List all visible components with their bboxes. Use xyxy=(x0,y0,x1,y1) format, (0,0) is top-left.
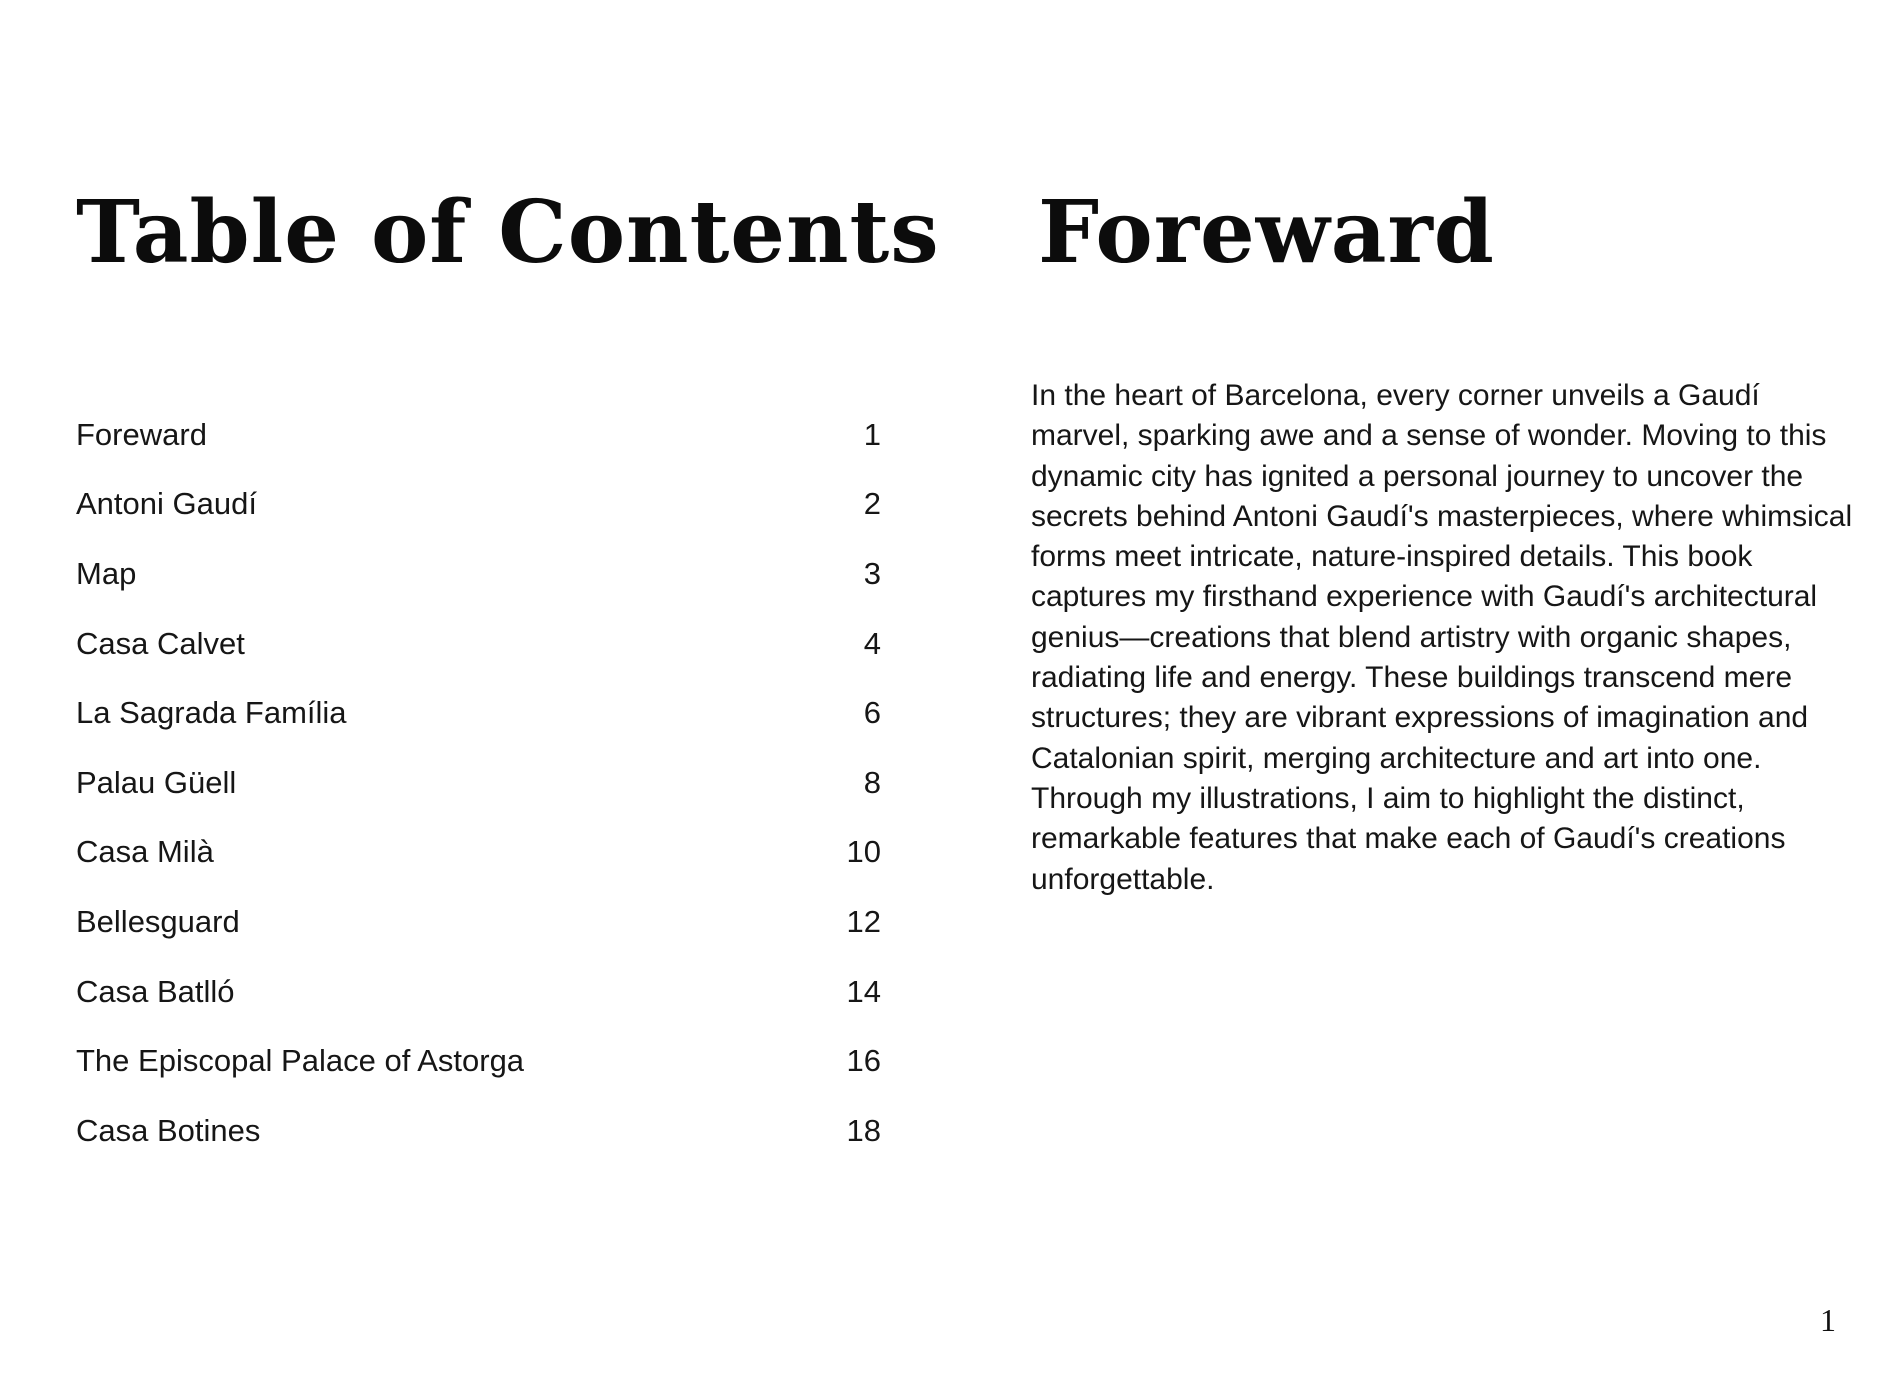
toc-heading: Table of Contents xyxy=(76,182,940,283)
foreword-heading: Foreward xyxy=(1038,182,1495,283)
toc-entry-page: 8 xyxy=(863,764,881,800)
toc-entry-title: Casa Calvet xyxy=(76,625,245,661)
toc-entry-title: The Episcopal Palace of Astorga xyxy=(76,1043,525,1079)
toc-entry-page: 6 xyxy=(863,695,881,731)
toc-entry-title: Bellesguard xyxy=(76,903,240,939)
toc-entry-page: 1 xyxy=(863,416,881,452)
toc-entry-page: 2 xyxy=(863,486,881,522)
toc-entry-title: Casa Botines xyxy=(76,1112,261,1148)
toc-entry-page: 12 xyxy=(846,903,881,939)
toc-entry xyxy=(76,818,881,888)
toc-entry-title: Casa Milà xyxy=(76,834,214,870)
toc-entry xyxy=(76,539,881,609)
toc-entry-page: 4 xyxy=(863,625,881,661)
toc-entry-page: 14 xyxy=(846,973,881,1009)
toc-entry-title: Antoni Gaudí xyxy=(76,486,257,522)
toc-entry-title: Foreward xyxy=(76,416,207,452)
toc-entry-page: 10 xyxy=(846,834,881,870)
toc-entry-title: Casa Batlló xyxy=(76,973,235,1009)
toc-entry xyxy=(76,609,881,679)
toc-entry xyxy=(76,748,881,818)
toc-entry-title: Map xyxy=(76,555,137,591)
toc-entry xyxy=(76,400,881,470)
right-page xyxy=(960,0,1900,1400)
toc-entry-title: Palau Güell xyxy=(76,764,237,800)
toc-entry xyxy=(76,1026,881,1096)
toc-entry xyxy=(76,957,881,1027)
toc-entry-page: 3 xyxy=(863,555,881,591)
page-number: 1 xyxy=(1820,1302,1836,1338)
toc-entry-title: La Sagrada Família xyxy=(76,695,347,731)
toc-entry xyxy=(76,470,881,540)
foreword-body: In the heart of Barcelona, every corner unveils a Gaudí marvel, sparking awe and a sense of wonder. Moving to this dynamic city has ignited a personal journey to uncover the secrets behind Antoni Gaudí's masterpieces, where whimsical forms meet intricate, nature-inspired details. This book captures my firsthand experience with Gaudí's architectural genius—creations that blend artistry with organic shapes, radiating life and energy. These buildings transcend mere structures; they are vibrant expressions of imagination and Catalonian spirit, merging architecture and art into one. Through my illustrations, I aim to highlight the distinct, remarkable features that make each of Gaudí's creations unforgettable. xyxy=(1031,379,1853,896)
table-of-contents xyxy=(76,400,881,1166)
toc-entry xyxy=(76,887,881,957)
toc-entry xyxy=(76,1096,881,1166)
toc-entry-page: 16 xyxy=(846,1043,881,1079)
toc-entry xyxy=(76,678,881,748)
toc-entry-page: 18 xyxy=(846,1112,881,1148)
